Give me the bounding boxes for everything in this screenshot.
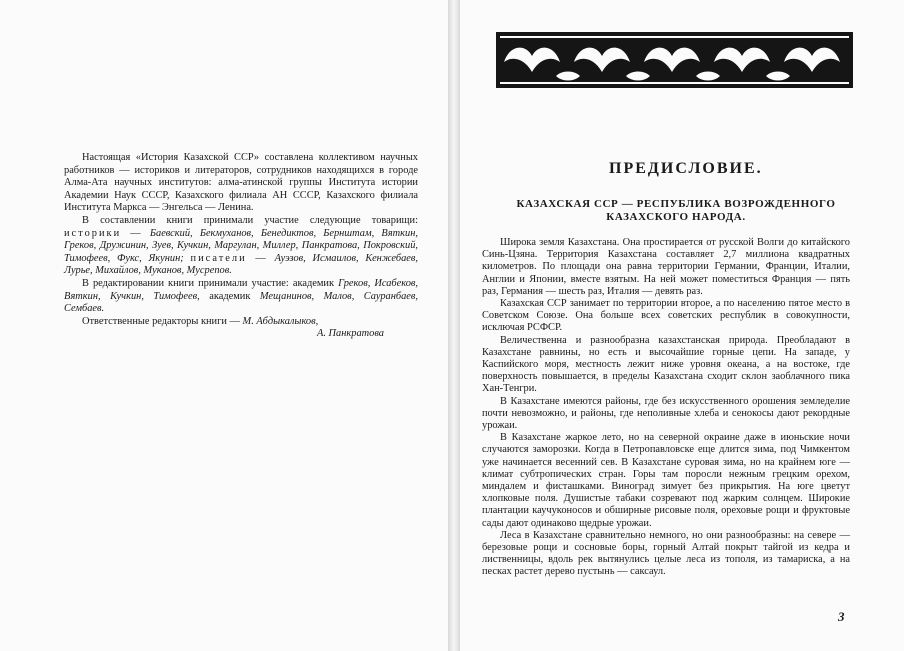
page-title: ПРЕДИСЛОВИЕ. [609, 160, 763, 177]
historians-label: историки — [64, 227, 143, 239]
preface-body [482, 237, 850, 579]
contributors-intro: В составлении книги принимали участие следующие товарищи: [82, 214, 418, 226]
preface-paragraph: В Казахстане жаркое лето, но на северной окраине даже в июньские ночи случаются заморозки. Когда в Петропавловске еще длится зима, под Чимкентом уже начинается весенний сев. В Казахстане суровая зима, но на крайнем юге — климат субтропических стран. Горы там поросли нежным грецким орехом, миндалем и фисташками. Виноград зимует без прикрытия. На юге цветут хлопковые поля. Душистые табаки созревают под жарким солнцем. Широкие плантации каучуконосов и обширные рисовые поля, ореховые рощи и фруктовые сады дают одинаково щедрые урожаи. [482, 432, 850, 529]
preface-paragraph: Величественна и разнообразна казахстанская природа. Преобладают в Казахстане равнины, но есть и высочайшие горные цепи. На западе, у Каспийского моря, местность лежит ниже уровня океана, а на востоке, где поверхность повышается, в пределы Казахстана сходит склон заоблачного пика Хан-Тенгри. [482, 334, 850, 395]
editing-names: Греков, Исабеков, Вяткин, Кучкин, Тимофеев, [64, 277, 419, 302]
credits-intro-paragraph: Настоящая «История Казахской ССР» составлена коллективом научных работников — историков и литераторов, сотрудников находящихся в городе Алма-Ата научных институтов: алма-атинской группы Института истории Академии Наук СССР, Казахского филиала АН СССР, Казахского филиала Института Маркса — Энгельса — Ленина. [64, 152, 418, 214]
editing-paragraph [64, 278, 418, 316]
credits-block [64, 152, 418, 341]
editing-names-2: Мещанинов, Малов, Сауранбаев, Сембаев. [64, 290, 418, 315]
responsible-editors [64, 316, 418, 329]
section-subtitle: КАЗАХСКАЯ ССР — РЕСПУБЛИКА ВОЗРОЖДЕННОГО КАЗАХСКОГО НАРОДА. [516, 198, 836, 223]
preface-paragraph: Леса в Казахстане сравнительно немного, но они разнообразны: на севере — березовые рощи и сосновые боры, горный Алтай покрыт тайгой из кедра и лиственницы, вдоль рек вытянулись целые леса из тополя, из тамариска, а на песках растет дерево пустынь — саксаул. [482, 529, 850, 578]
preface-paragraph: Казахская ССР занимает по территории второе, а по населению пятое место в Советском Союзе. Она больше всех советских республик в совокупности, исключая РСФСР. [482, 298, 850, 334]
writers-list: Ауэзов, Исмаилов, Кенжебаев, Лурье, Михайлов, Муканов, Мусрепов. [64, 252, 418, 277]
editor-1: М. Абдыкалыков, [242, 315, 319, 327]
editors-label: Ответственные редакторы книги — [82, 315, 240, 327]
editing-intro: В редактировании книги принимали участие: академик [82, 277, 335, 289]
contributors-paragraph [64, 215, 418, 278]
preface-paragraph: Широка земля Казахстана. Она простирается от русской Волги до китайского Синь-Цзяна. Территория Казахстана составляет 2,7 миллиона квадратных километров. По площади она равна территории Германии, Франции, Италии, Англии и Японии, вместе взятым. На ней может поместиться Франция — пять раз, Германия — шесть раз, Италия — девять раз. [482, 237, 850, 297]
editor-2: А. Панкратова [317, 328, 384, 340]
editing-middle: академик [209, 290, 251, 302]
historians-list: Баевский, Бекмуханов, Бенедиктов, Бернштам, Вяткин, Греков, Дружинин, Зуев, Кучкин, Маргулан, Миллер, Панкратова, Покровский, Тимофеев, Фукс, Якунин; [64, 227, 418, 264]
left-page [0, 0, 450, 651]
preface-paragraph: В Казахстане имеются районы, где без искусственного орошения земледелие почти невозможно, и районы, где неполивные хлеба и сенокосы дают рекордные урожаи. [482, 395, 850, 432]
writers-label: писатели — [190, 252, 268, 264]
ornament-icon [496, 32, 853, 88]
page-number: 3 [838, 609, 845, 624]
